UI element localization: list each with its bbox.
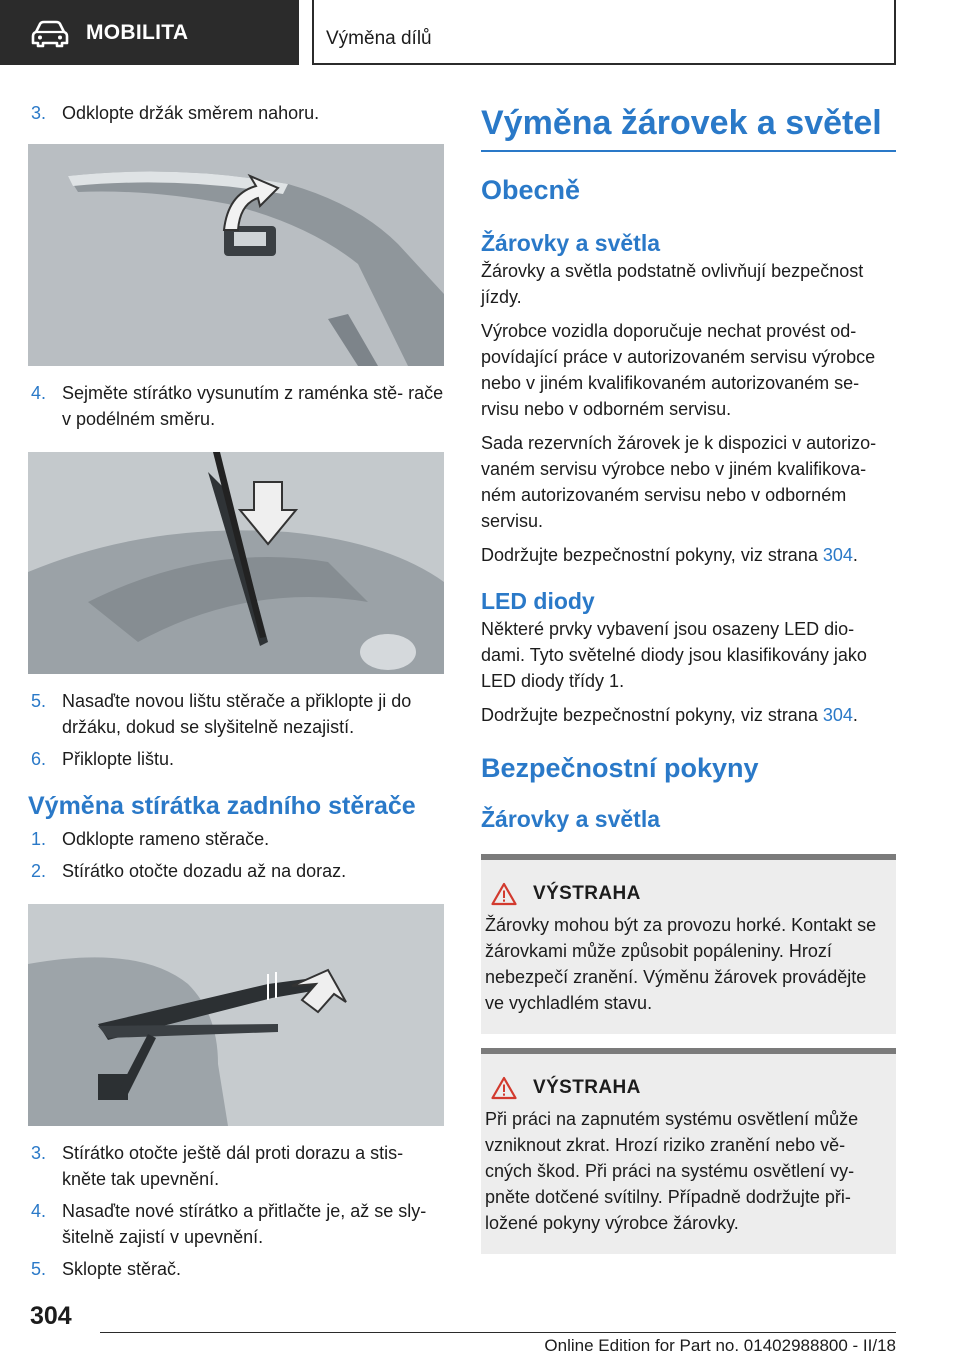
warning-header <box>485 1076 886 1100</box>
step-number: 2. <box>31 861 47 881</box>
step-text: Sejměte stírátko vysunutím z raménka stě‐ rače v podélném směru. <box>62 383 444 429</box>
warning-box <box>481 1048 896 1254</box>
warning-title: VÝSTRAHA <box>533 883 641 904</box>
step-number: 4. <box>31 383 47 403</box>
figure-wiper-slide <box>28 452 444 674</box>
step-text: Odklopte držák směrem nahoru. <box>62 103 320 123</box>
step-number: 1. <box>31 829 47 849</box>
warning-text: Žárovky mohou být za provozu horké. Kontakt se žárovkami může způsobit popáleniny. Hrozí nebezpečí zranění. Výměnu žárovek provádějte ve vychladlém stavu. <box>485 915 877 1013</box>
step-item <box>28 858 444 884</box>
paragraph: Žárovky a světla podstatně ovlivňují bezpečnost jízdy. <box>481 261 864 307</box>
step-item <box>28 100 444 126</box>
page-title: Výměna žárovek a světel <box>481 100 896 152</box>
step-number: 5. <box>31 691 47 711</box>
paragraph: Sada rezervních žárovek je k dispozici v autorizo‐ vaném servisu výrobce nebo v jiném kvalifikova‐ ném autorizovaném servisu nebo v odborném servisu. <box>481 433 877 531</box>
safety-subheading: Žárovky a světla <box>481 806 661 832</box>
warning-triangle-icon <box>491 1076 517 1100</box>
warning-title: VÝSTRAHA <box>533 1077 641 1098</box>
step-item <box>28 380 444 432</box>
reference-end: . <box>852 545 858 565</box>
section-label: MOBILITA <box>86 20 189 44</box>
section-tab <box>0 0 299 65</box>
steps-list-b <box>28 380 444 432</box>
warning-text: Při práci na zapnutém systému osvětlení může vzniknout zkrat. Hrozí riziko zranění nebo vě‐ cných škod. Při práci na systému osvětlení vy‐ pněte dotčené svítilny. Případně dodržujte při‐ ložené pokyny výrobce žárovky. <box>485 1109 859 1233</box>
step-number: 3. <box>31 103 47 123</box>
general-heading: Obecně <box>481 175 581 205</box>
step-number: 5. <box>31 1259 47 1279</box>
step-text: Odklopte rameno stěrače. <box>62 829 270 849</box>
steps-list-e <box>28 1140 444 1282</box>
chapter-title: Výměna dílů <box>326 28 432 49</box>
step-number: 4. <box>31 1201 47 1221</box>
footer-divider <box>100 1332 896 1333</box>
paragraph: Výrobce vozidla doporučuje nechat provést od‐ povídající práce v autorizovaném servisu výrobce nebo v jiném kvalifikovaném autorizovaném se‐ rvisu nebo v odborném servisu. <box>481 321 876 419</box>
figure-wiper-holder <box>28 144 444 366</box>
bulbs-heading: Žárovky a světla <box>481 230 661 256</box>
steps-list-d <box>28 826 444 884</box>
chapter-tab <box>312 0 896 65</box>
page-number: 304 <box>30 1302 72 1330</box>
rear-wiper-heading: Výměna stírátka zadního stěrače <box>28 792 416 820</box>
step-item <box>28 1256 444 1282</box>
step-item <box>28 1198 444 1250</box>
safety-reference <box>481 702 896 728</box>
step-item <box>28 826 444 852</box>
steps-list-a <box>28 100 444 126</box>
paragraph: Některé prvky vybavení jsou osazeny LED dio‐ dami. Tyto světelné diody jsou klasifikovány jako LED diody třídy 1. <box>481 619 867 691</box>
warning-box <box>481 854 896 1034</box>
step-text: Sklopte stěrač. <box>62 1259 182 1279</box>
step-text: Nasaďte novou lištu stěrače a přiklopte ji do držáku, dokud se slyšitelně nezajistí. <box>62 691 412 737</box>
step-text: Stírátko otočte ještě dál proti dorazu a stis‐ kněte tak upevnění. <box>62 1143 404 1189</box>
wiper-holder-illustration <box>28 144 444 366</box>
warning-header <box>485 882 886 906</box>
step-item <box>28 688 444 740</box>
warning-triangle-icon <box>491 882 517 906</box>
page-link[interactable]: 304 <box>822 705 853 725</box>
step-text: Přiklopte lištu. <box>62 749 175 769</box>
step-number: 3. <box>31 1143 47 1163</box>
wiper-slide-illustration <box>28 452 444 674</box>
left-column <box>28 100 444 1282</box>
figure-rear-wiper <box>28 904 444 1126</box>
rear-wiper-illustration <box>28 904 444 1126</box>
step-item <box>28 1140 444 1192</box>
step-text: Nasaďte nové stírátko a přitlačte je, až se sly‐ šitelně zajistí v upevnění. <box>62 1201 427 1247</box>
step-item <box>28 746 444 772</box>
car-icon <box>30 18 70 48</box>
reference-text: Dodržujte bezpečnostní pokyny, viz strana <box>481 545 823 565</box>
reference-end: . <box>852 705 858 725</box>
safety-reference <box>481 542 896 568</box>
steps-list-c <box>28 688 444 772</box>
page-link[interactable]: 304 <box>822 545 853 565</box>
led-heading: LED diody <box>481 588 595 614</box>
reference-text: Dodržujte bezpečnostní pokyny, viz strana <box>481 705 823 725</box>
edition-note: Online Edition for Part no. 01402988800 - II/18 <box>544 1336 896 1355</box>
safety-heading: Bezpečnostní pokyny <box>481 753 759 783</box>
step-text: Stírátko otočte dozadu až na doraz. <box>62 861 347 881</box>
step-number: 6. <box>31 749 47 769</box>
right-column <box>481 100 896 1254</box>
